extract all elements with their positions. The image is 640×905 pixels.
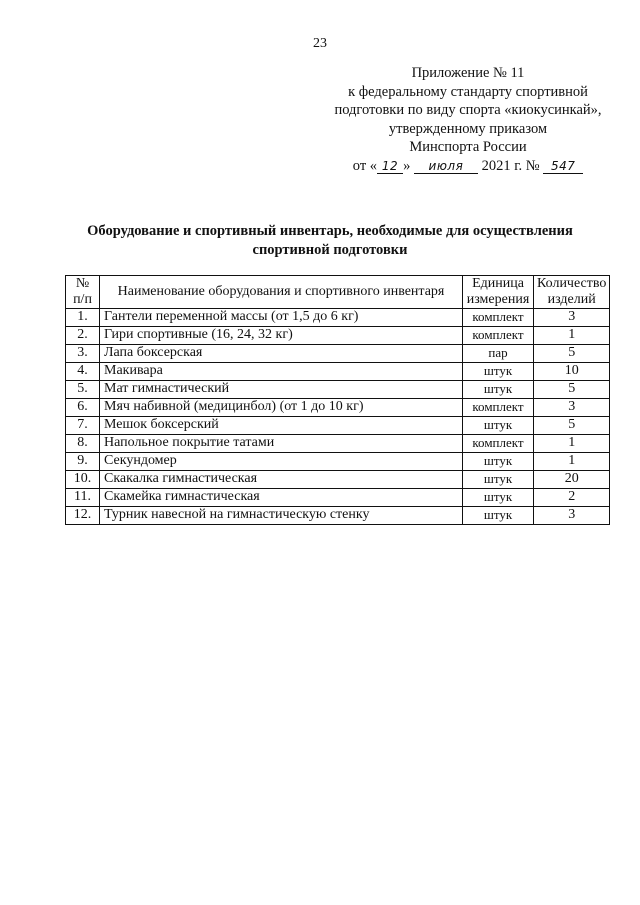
row-unit: комплект	[463, 327, 534, 345]
row-number: 8.	[66, 435, 100, 453]
row-quantity: 5	[534, 345, 610, 363]
header-name: Наименование оборудования и спортивного инвентаря	[100, 276, 463, 309]
title-line-2: спортивной подготовки	[252, 242, 408, 258]
row-unit: штук	[463, 489, 534, 507]
row-unit: штук	[463, 417, 534, 435]
handwritten-order-number: 547	[543, 160, 583, 174]
row-name: Гири спортивные (16, 24, 32 кг)	[100, 327, 463, 345]
table-row	[66, 453, 610, 471]
row-quantity: 3	[534, 399, 610, 417]
row-name: Турник навесной на гимнастическую стенку	[100, 507, 463, 525]
row-unit: штук	[463, 381, 534, 399]
row-unit: штук	[463, 507, 534, 525]
table-row	[66, 471, 610, 489]
header-number-line1: №	[75, 276, 90, 291]
appendix-line: к федеральному стандарту спортивной	[348, 83, 588, 100]
row-number: 1.	[66, 309, 100, 327]
row-unit: штук	[463, 363, 534, 381]
date-prefix: от «	[352, 157, 378, 174]
row-quantity: 1	[534, 435, 610, 453]
header-quantity-line2: изделий	[547, 292, 596, 307]
row-quantity: 20	[534, 471, 610, 489]
row-quantity: 1	[534, 327, 610, 345]
appendix-line: Приложение № 11	[411, 65, 525, 81]
table-row	[66, 327, 610, 345]
row-number: 5.	[66, 381, 100, 399]
row-quantity: 3	[534, 507, 610, 525]
row-name: Мешок боксерский	[100, 417, 463, 435]
row-quantity: 1	[534, 453, 610, 471]
header-unit-line1: Единица	[472, 276, 524, 291]
appendix-line: подготовки по виду спорта «киокусинкай»,	[334, 102, 602, 118]
order-date-line	[318, 157, 618, 176]
table-row	[66, 507, 610, 525]
table-row	[66, 435, 610, 453]
row-number: 3.	[66, 345, 100, 363]
row-number: 6.	[66, 399, 100, 417]
row-name: Скакалка гимнастическая	[100, 471, 463, 489]
date-close-quote: »	[403, 157, 411, 174]
row-quantity: 5	[534, 417, 610, 435]
header-quantity-line1: Количество	[537, 276, 607, 291]
header-unit	[463, 276, 534, 309]
header-quantity	[534, 276, 610, 309]
row-name: Гантели переменной массы (от 1,5 до 6 кг)	[100, 309, 463, 327]
table-row	[66, 345, 610, 363]
row-name: Макивара	[100, 363, 463, 381]
row-number: 4.	[66, 363, 100, 381]
title-line-1: Оборудование и спортивный инвентарь, необходимые для осуществления	[87, 223, 573, 239]
page-number: 23	[313, 36, 327, 51]
row-number: 2.	[66, 327, 100, 345]
row-number: 7.	[66, 417, 100, 435]
row-name: Мяч набивной (медицинбол) (от 1 до 10 кг)	[100, 399, 463, 417]
row-name: Напольное покрытие татами	[100, 435, 463, 453]
row-number: 10.	[66, 471, 100, 489]
table-row	[66, 417, 610, 435]
row-unit: штук	[463, 471, 534, 489]
row-number: 11.	[66, 489, 100, 507]
appendix-line: Минспорта России	[409, 139, 527, 155]
row-unit: комплект	[463, 435, 534, 453]
equipment-table	[65, 275, 610, 525]
row-name: Мат гимнастический	[100, 381, 463, 399]
handwritten-month: июля	[414, 160, 478, 174]
table-row	[66, 381, 610, 399]
row-unit: комплект	[463, 309, 534, 327]
row-number: 9.	[66, 453, 100, 471]
row-unit: комплект	[463, 399, 534, 417]
handwritten-day: 12	[377, 160, 403, 174]
order-year: 2021 г. №	[481, 157, 540, 174]
appendix-line: утвержденному приказом	[388, 120, 548, 137]
document-title	[60, 222, 600, 260]
appendix-block	[318, 64, 618, 175]
table-row	[66, 489, 610, 507]
table-header-row	[66, 276, 610, 309]
row-number: 12.	[66, 507, 100, 525]
row-name: Скамейка гимнастическая	[100, 489, 463, 507]
row-quantity: 10	[534, 363, 610, 381]
row-quantity: 3	[534, 309, 610, 327]
header-number	[66, 276, 100, 309]
row-name: Лапа боксерская	[100, 345, 463, 363]
row-unit: пар	[463, 345, 534, 363]
table-row	[66, 399, 610, 417]
row-quantity: 2	[534, 489, 610, 507]
row-quantity: 5	[534, 381, 610, 399]
row-unit: штук	[463, 453, 534, 471]
header-number-line2: п/п	[73, 292, 92, 307]
header-unit-line2: измерения	[466, 292, 530, 307]
table-row	[66, 363, 610, 381]
table-row	[66, 309, 610, 327]
row-name: Секундомер	[100, 453, 463, 471]
